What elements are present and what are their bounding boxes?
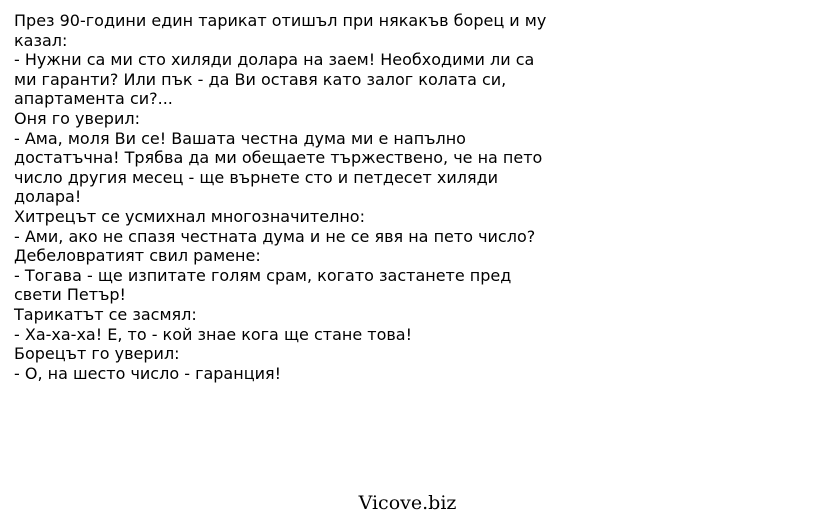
joke-line: апартамента си?... xyxy=(14,89,173,109)
joke-line: Тарикатът се засмял: xyxy=(14,304,197,324)
joke-line: достатъчна! Трябва да ми обещаете тържествено, че на пето xyxy=(14,148,543,168)
joke-line: долара! xyxy=(14,187,82,207)
joke-line: свети Петър! xyxy=(14,285,126,305)
joke-line: - Ама, моля Ви се! Вашата честна дума ми е напълно xyxy=(14,128,466,148)
joke-line: - О, на шесто число - гаранция! xyxy=(14,363,282,383)
site-watermark: Vicove.biz xyxy=(358,492,457,514)
joke-line: През 90-години един тарикат отишъл при някакъв борец и му xyxy=(14,11,547,30)
joke-line: - Ами, ако не спазя честната дума и не се явя на пето число? xyxy=(14,226,536,246)
joke-text xyxy=(14,11,594,383)
joke-line: Борецът го уверил: xyxy=(14,344,180,364)
joke-line: - Ха-ха-ха! Е, то - кой знае кога ще стане това! xyxy=(14,324,413,344)
joke-line: казал: xyxy=(14,30,68,50)
joke-line: ми гаранти? Или пък - да Ви оставя като залог колата си, xyxy=(14,69,507,89)
joke-line: - Нужни са ми сто хиляди долара на заем! Необходими ли са xyxy=(14,50,535,70)
joke-line: Оня го уверил: xyxy=(14,108,140,128)
joke-line: Хитрецът се усмихнал многозначително: xyxy=(14,206,365,226)
joke-line: - Тогава - ще изпитате голям срам, когато застанете пред xyxy=(14,265,512,285)
joke-line: Дебеловратият свил рамене: xyxy=(14,246,261,266)
joke-line: число другия месец - ще върнете сто и петдесет хиляди xyxy=(14,167,499,187)
